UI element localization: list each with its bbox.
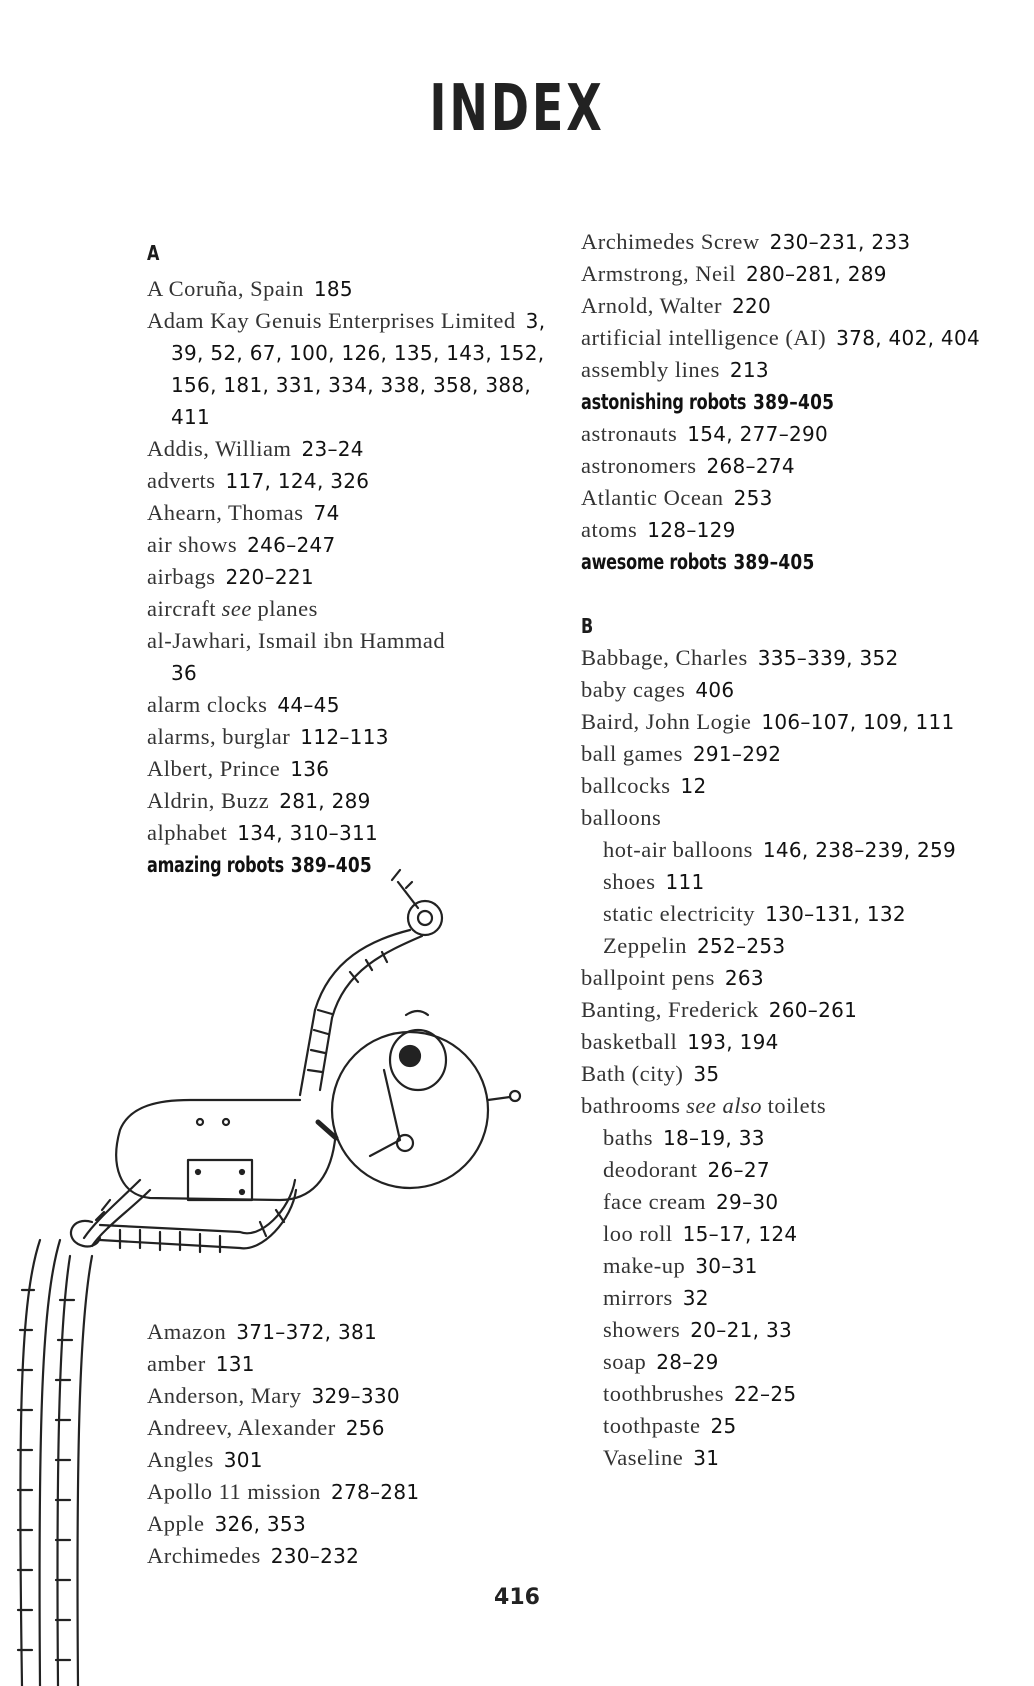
index-subentry: toothbrushes 22–25 [603, 1381, 797, 1406]
index-entry: alarms, burglar 112–113 [147, 724, 389, 749]
index-entry: artificial intelligence (AI) 378, 402, 404 [581, 325, 980, 350]
index-entry: Andreev, Alexander 256 [147, 1415, 385, 1440]
index-subentry: toothpaste 25 [603, 1413, 737, 1438]
index-subentry: loo roll 15–17, 124 [603, 1221, 798, 1246]
index-subentry: showers 20–21, 33 [603, 1317, 793, 1342]
index-subentry: Vaseline 31 [603, 1445, 720, 1470]
index-entry: ball games 291–292 [581, 741, 782, 766]
index-entry: Adam Kay Genuis Enterprises Limited 3, 39, 52, 67, 100, 126, 135, 143, 152, 156, 181, 331, 334, 338, 358, 388, 411 [147, 308, 546, 429]
index-column-right [581, 226, 1001, 1474]
section-gap [581, 578, 1001, 610]
index-entry: Aldrin, Buzz 281, 289 [147, 788, 371, 813]
index-entry: baby cages 406 [581, 677, 735, 702]
index-entry: astronauts 154, 277–290 [581, 421, 829, 446]
index-entry-highlight: awesome robots 389–405 [581, 550, 815, 574]
index-entry: Angles 301 [147, 1447, 263, 1472]
index-entry: adverts 117, 124, 326 [147, 468, 370, 493]
index-entry: atoms 128–129 [581, 517, 736, 542]
index-column-left [147, 233, 547, 881]
index-entry: basketball 193, 194 [581, 1029, 779, 1054]
index-subentry: baths 18–19, 33 [603, 1125, 765, 1150]
index-column-left-lower [147, 1316, 547, 1572]
index-entry-highlight: astonishing robots 389–405 [581, 390, 835, 414]
index-entry: alphabet 134, 310–311 [147, 820, 379, 845]
section-letter-a: A [147, 241, 160, 265]
index-entry: ballpoint pens 263 [581, 965, 764, 990]
index-subentry: face cream 29–30 [603, 1189, 779, 1214]
page-title: INDEX [429, 72, 605, 146]
index-entry: air shows 246–247 [147, 532, 336, 557]
index-entry: assembly lines 213 [581, 357, 769, 382]
index-entry: Apple 326, 353 [147, 1511, 306, 1536]
page-number: 416 [494, 1585, 540, 1610]
index-entry: Amazon 371–372, 381 [147, 1319, 378, 1344]
index-entry: ballcocks 12 [581, 773, 707, 798]
index-entry: Baird, John Logie 106–107, 109, 111 [581, 709, 955, 734]
index-entry: Babbage, Charles 335–339, 352 [581, 645, 899, 670]
index-entry-highlight: amazing robots 389–405 [147, 853, 372, 877]
index-entry: Armstrong, Neil 280–281, 289 [581, 261, 887, 286]
index-entry: alarm clocks 44–45 [147, 692, 340, 717]
index-subentry: soap 28–29 [603, 1349, 719, 1374]
index-entry: Apollo 11 mission 278–281 [147, 1479, 420, 1504]
index-entry: Archimedes 230–232 [147, 1543, 360, 1568]
index-subentry: hot-air balloons 146, 238–239, 259 [603, 837, 957, 862]
index-entry: astronomers 268–274 [581, 453, 795, 478]
index-subentry: shoes 111 [603, 869, 705, 894]
index-subentry: make-up 30–31 [603, 1253, 758, 1278]
index-entry: airbags 220–221 [147, 564, 314, 589]
index-entry: Archimedes Screw 230–231, 233 [581, 229, 911, 254]
index-entry: bathrooms see also toilets [581, 1093, 827, 1118]
index-entry: Bath (city) 35 [581, 1061, 720, 1086]
index-entry: aircraft see planes [147, 596, 318, 621]
index-entry: A Coruña, Spain 185 [147, 276, 353, 301]
index-entry: Arnold, Walter 220 [581, 293, 772, 318]
index-entry: Atlantic Ocean 253 [581, 485, 773, 510]
index-entry: al-Jawhari, Ismail ibn Hammad 36 [147, 628, 446, 685]
index-entry: Albert, Prince 136 [147, 756, 330, 781]
index-subentry: deodorant 26–27 [603, 1157, 770, 1182]
index-entry: balloons [581, 805, 662, 830]
index-subentry: Zeppelin 252–253 [603, 933, 786, 958]
index-entry: Anderson, Mary 329–330 [147, 1383, 400, 1408]
index-entry: Addis, William 23–24 [147, 436, 364, 461]
index-entry: amber 131 [147, 1351, 255, 1376]
index-entry: Ahearn, Thomas 74 [147, 500, 340, 525]
index-entry: Banting, Frederick 260–261 [581, 997, 858, 1022]
index-subentry: mirrors 32 [603, 1285, 709, 1310]
index-subentry: static electricity 130–131, 132 [603, 901, 906, 926]
section-letter-b: B [581, 614, 594, 638]
